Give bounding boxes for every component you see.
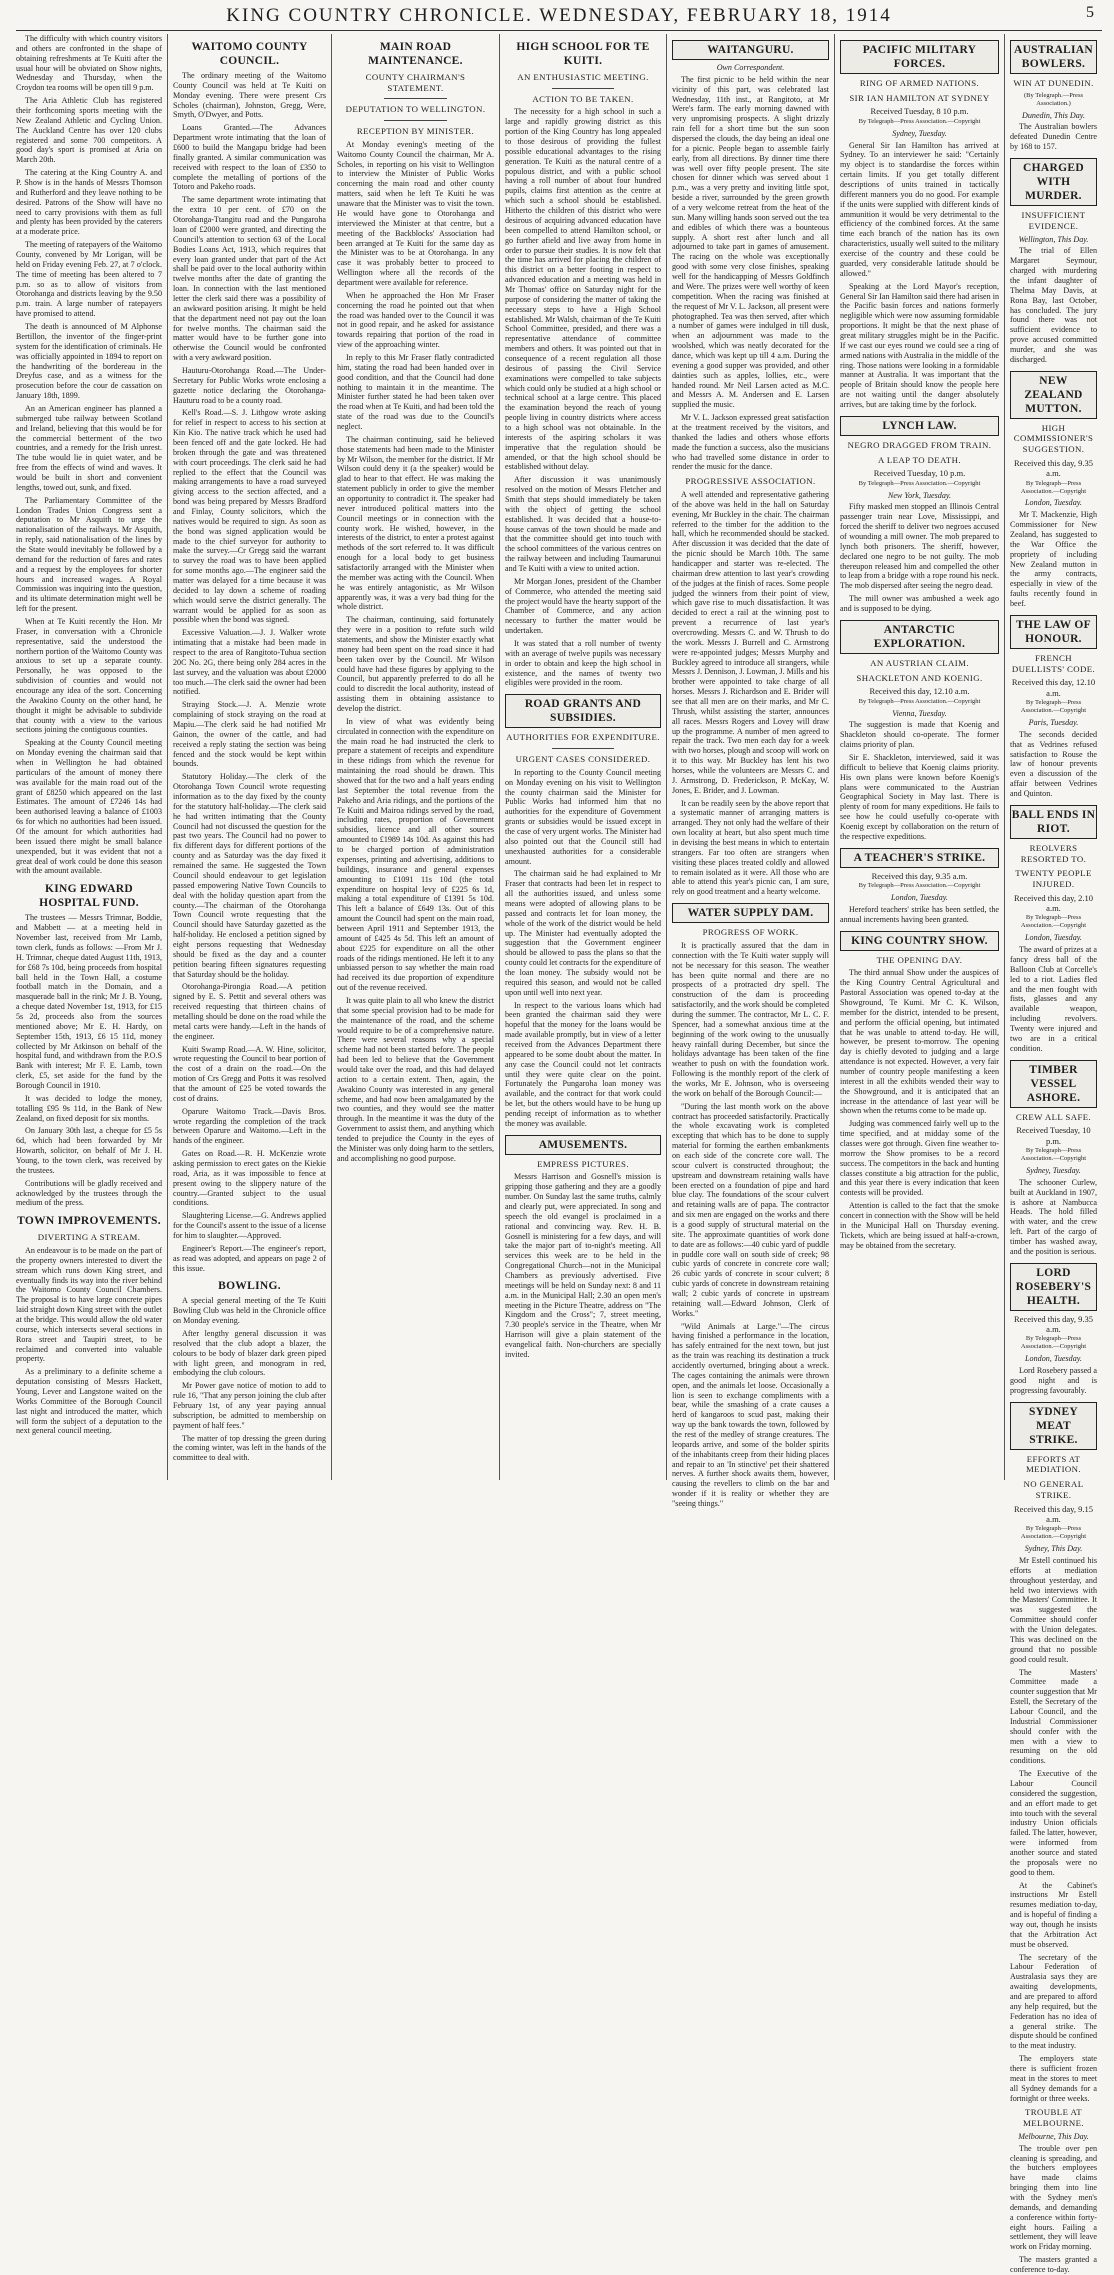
- dateline: New York, Tuesday.: [887, 490, 952, 500]
- column-1: [16, 34, 167, 1480]
- paragraph: The chairman continuing, said he believed those statements had been made to the Minister by Mr Wilson, the member for the district. If Mr Wilson could deny it (a the speaker) would be glad to hear to that effect. He was making the statement publicly in order to give the member an opportunity to contradict it. The speaker had never introduced political matters into the Council meetings or in connection with the county work. He wished, however, in the interests of the district, to enter a protest against methods of the sort referred to. It was difficult enough for a local body to get business satisfactorily arranged with the Minister when the member was acting with the Council. When he was entirely antagonistic, as Mr Wilson apparently was, it was a very bad thing for the whole district.: [337, 434, 494, 612]
- subheadline: ACTION TO BE TAKEN.: [532, 93, 634, 104]
- paragraph: Excessive Valuation.—J. J. Walker wrote intimating that a mistake had been made in respect to the area of Rangitoto-Tuhua section 20C No. 2G, there being only 284 acres in the last survey, and the valuation was about £2000 too much.—The clerk said the owner had been notified.: [173, 628, 326, 697]
- paragraph: After lengthy general discussion it was resolved that the club adopt a blazer, the colours to be body of blazer dark green piped with light green, and monogram in red, embodying the club colours.: [173, 1329, 326, 1378]
- dateline: London, Tuesday.: [891, 893, 948, 903]
- dateline: London, Tuesday.: [1025, 498, 1082, 508]
- paragraph: The same department wrote intimating that the extra 10 per cent. of £70 on the Otorohanga-Ttangitu road and the Pungaroha loan of £2000 were granted, and directing the Council's attention to section 63 of the Local Bodies Loans Act, 1913, which requires that every loan granted under that part of the Act shall be paid over to the local authority within twelve months after the date of granting the loan. In connection with the last mentioned letter the clerk said there was a possibility of an awkward position arising. It might be held that the department need not pay out the loan for twelve months. The chairman said the matter would have to be further gone into otherwise the Council would be confronted with a very awkward position.: [173, 195, 326, 363]
- column-3: [331, 34, 499, 1480]
- subheadline: REOLVERS RESORTED TO.: [1020, 842, 1087, 864]
- headline: LYNCH LAW.: [840, 416, 999, 436]
- received-line: Received this day, 2.10 a.m.: [1014, 892, 1093, 914]
- paragraph: It was quite plain to all who knew the district that some special provision had to be made for the maintenance of the road, and the scheme would require to be of a comprehensive nature. There were several reasons why a special scheme had not been started before. The people had been led to believe that the Government would take over the road, and this had delayed action to a certain extent. Then, again, the Awakino County was interested in any general scheme, and had now been amalgamated by the two counties, and they would see the matter through. In the meantime it was the duty of the Government to assist them, and anything which tended to prejudice the County in the eyes of the Minister was only doing harm to the settlers, and accomplishing no good purpose.: [337, 995, 494, 1163]
- dateline: Sydney, Tuesday.: [892, 128, 947, 138]
- divider: [384, 98, 447, 99]
- paragraph: It is practically assured that the dam in connection with the Te Kuiti water supply will not be necessary for this season. The weather has been quite normal and there are no prospects of a protracted dry spell. The construction of the dam is proceeding satisfactorily, and the work should be completed during the summer. The contractor, Mr L. C. F. Spencer, had a somewhat anxious time at the beginning of the work owing to the unusually heavy rainfall during December, but since the holidays advantage has been taken of the fine weather to push on with the foundation work. Following is the monthly report of the clerk of the works, Mr E. Johnson, who is overseeing the work on behalf of the Borough Council:—: [672, 940, 829, 1098]
- column-6: [834, 34, 1004, 1480]
- subheadline: INSUFFICIENT EVIDENCE.: [1021, 210, 1086, 231]
- paragraph: The matter of top dressing the green during the coming winter, was left in the hands of the committee to deal with.: [173, 1433, 326, 1463]
- paragraph: In view of what was evidently being circulated in connection with the expenditure on the main road he had instructed the clerk to prepare a statement of receipts and expenditure in these ridings from which the revenue for maintaining the road should be drawn. This showed that for the two and a half years ending last September the total revenue from the Pakeho and Aria ridings, and the portions of the Te Kuiti and Mairoa ridings served by the road, including rates, proportion of Government subsidies, licence and all other sources amounted to £1989 14s 10d. As against this had to be charged portion of administration expenses, printing and advertising, additions to buildings, insurance and general expenses amounting to £1091 11s 10d (the total expenditure on hospital levy of £225 6s 1d, making a total expenditure of £1391 5s 10d. This left a balance of £649 13s. Out of this amount the Council had spent on the main road, between April 1911 and September 1913, the amount of £425 4s 5d. This left an amount of about £225 for expenditure on all the other roads of the ridings mentioned. He left it to any unbiassed person to say whether the main road had received its due proportion of expenditure out of the revenue received.: [337, 716, 494, 993]
- paragraph: "During the last month work on the above contract has proceeded satisfactorily. Practically the whole excavating work is completed excepting that which has to be done to supply material for forming the earthen embankments on each side of the concrete core wall. The scour culvert is constructed throughout; the upstream and downstream retaining walls have been erected on a foundation of pipe and hard blue clay. The foundations of the scour culvert and retaining walls are of papa. The contractor and six men are engaged on the works and there is a good supply of structural material on the site. The approximate quantities of work done to date are as follows:—40 cubic yard of puddle in puddle core wall on south side of creek; 98 cubic yards of concrete in concrete core wall; 26 cubic yards of concrete in scour culvert; 8 cubic yards of concrete in downstream retaining wall; 2 cubic yards of concrete in upstream retaining wall.—Edward Johnson, Clerk of Works.": [672, 1101, 829, 1318]
- paragraph: Statutory Holiday.—The clerk of the Otorohanga Town Council wrote requesting information as to the day fixed by the county for the statutory half-holiday.—The clerk said he had written intimating that the County Council had not discussed the question for the past two years. The Council had no power to fix different days for different portions of the county and as Saturday was the day fixed it remained the same. He suggested the Town Council should endeavour to get legislation passed empowering Native Town Councils to deal with the holiday question apart from the county.—The chairman of the Otorohanga Town Council wrote requesting that the Council should have Saturday gazetted as the half-holiday. He enclosed a petition signed by eight persons requesting that Wednesday should be fixed as the day and a counter petition bearing fifteen signatures requesting that Saturday should be the holiday.: [173, 772, 326, 979]
- subheadline: TWENTY PEOPLE INJURED.: [1015, 868, 1092, 889]
- paragraph: The trustees — Messrs Trimnar, Boddie, and Mabbett — at a meeting held in November last, received from Mr Lamb, town clerk, funds as follows: —From Mr J. H. Trimnar, cheque dated August 11th, 1913, for £68 7s 10d, being proceeds from hospital ball held in the Town Hall, a costume football match in the Domain, and a masquerade ball in the rink; Mr J. B. Young, a cheque dated November 1st, 1913, for £15 5s 2d, proceeds also from the sources mentioned above; Mr E. H. Hardy, on September 15th, 1913, £6 15 11d, money collected by Mr Atkinson on behalf of the hospital fund, and withdrawn from the P.O.S Bank with interest; Mr F. E. Lamb, town clerk, £5, set aside for the fund by the Borough Council in 1910.: [16, 913, 162, 1090]
- subheadline: WIN AT DUNEDIN.: [1013, 78, 1094, 89]
- headline: AMUSEMENTS.: [505, 1135, 661, 1155]
- divider: [384, 120, 447, 121]
- received-line: Received Tuesday, 10 p.m.: [873, 468, 966, 479]
- received-line: Received this day, 9.35 a.m.: [871, 870, 968, 881]
- paragraph: The meeting of ratepayers of the Waitomo County, convened by Mr Lorigan, will be held on Friday evening Feb. 27, at 7 o'clock. The time of meeting has been altered to 7 p.m. so as to allow of visitors from Otorohanga and districts leaving by the 9.50 p.m. train. A large number of ratepayers have promised to attend.: [16, 240, 162, 319]
- subheadline: AN ENTHUSIASTIC MEETING.: [517, 72, 649, 83]
- paragraph: "Wild Animals at Large."—The circus having finished a performance in the location, has safely entrained for the next town, but just as the train was reaching its destination a truck accidently overturned, bringing about a wreck. The cages containing the animals were thrown open, and the animals let loose. Occasionally a lion is seen to exchange compliments with a bear, while the smashing of a crate causes a herd of kangaroos to scud past, making their way up the bank towards the town, followed by the rest of the medley of strange creatures. The leopards arrive, and some of the bolder spirits of the inhabitants creep from their hiding places and repair to an 'In stinctive' pet their shattered nerves. A further shock awaits them, however, causing the revellers to climb on the bar and wonder if it is reality or whether they are "seeing things.": [672, 1321, 829, 1509]
- masthead: [16, 0, 1102, 31]
- paragraph: The necessity for a high school in such a large and rapidly growing district as this portion of the King Country has long appealed to those desirous of providing the fullest possible educational advantages to the rising generation. Te Kuiti as the natural centre of a populous district, and with a public school having a roll number of about four hundred pupils, claims first attention as the centre at which such a school should be established. Hitherto the children of this district who were desirous of acquiring advanced education have been compelled to attend Hamilton school, or go further afield and live away from home in order to pursue their studies. It is now felt that the time has arrived for placing the children of this district on a better footing in respect to advanced education and a meeting was held in Mr Thomas' office on Saturday night for the purpose of considering the matter of taking the necessary steps to have a High School established. Mr Walsh, chairman of the Te Kuiti School Committee, presided, and there was a representative attendance of committee members and others. It was pointed out that in consequence of a recent regulation all those desirous of passing the Civil Service examinations were compelled to take subjects which could only be studied at a high school or technical school at a large centre. This placed the examination beyond the reach of young people living in country districts where access to a high school was not obtainable. In the interests of the aspiring scholars it was imperative that the regulation should be amended, or that the high school should be established without delay.: [505, 107, 661, 472]
- received-line: Received this day, 12.10 a.m.: [869, 686, 970, 697]
- paragraph: The third annual Show under the auspices of the King Country Central Agricultural and Pastoral Association was opened to-day at the Showground, Te Kumi. Mr C. K. Wilson, member for the district, intended to be present, and perform the official opening, but intimated that he was unable to attend to-day. He will, however, be present to-morrow. The opening day is chiefly devoted to judging and a large attendance is not expected. However, a very fair number of country people manifesting a keen interest in all the exhibits wended their way to the Showground, and it is anticipated that an increase in the attendance of last year will be shown when the returns come to be made up.: [840, 968, 999, 1116]
- headline: WAITANGURU.: [672, 40, 829, 60]
- headline: PACIFIC MILITARY FORCES.: [840, 40, 999, 74]
- paragraph: The death is announced of M Alphonse Bertillon, the inventor of the finger-print system for the identification of criminals. He was officially appointed in 1894 to report on the handwriting of the bordereau in the Dreyfus case, and as a witness for the prosecution before the cour de cassation on January 18th, 1899.: [16, 322, 162, 401]
- headline: A TEACHER'S STRIKE.: [840, 848, 999, 868]
- column-2: [167, 34, 331, 1480]
- paragraph: The chairman said he had explained to Mr Fraser that contracts had been let in respect to all the authorities issued, and unless some means were adopted of allowing plans to be passed and contracts let for loan money, the whole of the work of the district would be held up. The Minister had eventually adopted the suggestion that the Government engineer should be allowed to pass the plans so that the county could let contracts for the expenditure of the loan money. The subsidy would not be required this season, and would not be called upon until well into next year.: [505, 869, 661, 997]
- paragraph: Speaking at the County Council meeting on Monday evening the chairman said that when in Wellington he had obtained particulars of the amount of money there was available for the main road out of the grant of £8250 which appeared on the last Estimates. The amount of £7246 14s had been authorised leaving a balance of £1003 6s for which no authorities had been issued. Of the amount for which authorities had been issued there might be small balance unexpended, but it was evident that not a great deal of work could be done this season with the amount available.: [16, 738, 162, 876]
- dateline: Paris, Tuesday.: [1028, 717, 1079, 727]
- headline: ROAD GRANTS AND SUBSIDIES.: [505, 694, 661, 728]
- headline: WAITOMO COUNTY COUNCIL.: [191, 41, 308, 68]
- subheadline: EMPRESS PICTURES.: [537, 1158, 629, 1169]
- subheadline: AN AUSTRIAN CLAIM.: [870, 657, 969, 668]
- paragraph: The schooner Curlew, built at Auckland in 1907, is ashore at Nambucca Heads. The hold filled with water, and the crew left. Part of the cargo of timber has washed away, and the position is serious.: [1010, 1177, 1097, 1256]
- paragraph: Loans Granted.—The Advances Department wrote intimating that the loan of £600 to build the Mangapu bridge had been finally granted. A similar communication was received with respect to the loan of £350 to complete the metalling of portions of the Totoro and Pakeho roads.: [173, 123, 326, 192]
- wire-credit: By Telegraph—Press Association.—Copyright: [1020, 1335, 1087, 1351]
- paragraph: The mill owner was ambushed a week ago and is supposed to be dying.: [840, 594, 999, 613]
- dateline: Melbourne, This Day.: [1018, 2131, 1089, 2141]
- paragraph: The seconds decided that as Vedrines refused satisfaction to Rouse the law of honour prevents even a discussion of the affair between Vedrines and Quinton.: [1010, 729, 1097, 798]
- subheadline: AUTHORITIES FOR EXPENDITURE.: [506, 732, 660, 743]
- subheadline: NEGRO DRAGGED FROM TRAIN.: [847, 439, 992, 450]
- received-line: Received this day, 9.35 a.m.: [1014, 457, 1093, 479]
- paragraph: It was decided to lodge the money, totalling £95 9s 11d, in the Bank of New Zealand, on fixed deposit for six months.: [16, 1093, 162, 1123]
- headline: NEW ZEALAND MUTTON.: [1010, 371, 1097, 419]
- paragraph: The trial of Ellen Margaret Seymour, charged with murdering the infant daughter of Thelma May Davis, at Rona Bay, last October, has concluded. The jury found there was not sufficient evidence to prove accused committed murder, and she was discharged.: [1010, 246, 1097, 364]
- subheadline: CREW ALL SAFE.: [1015, 1111, 1092, 1122]
- headline: LORD ROSEBERY'S HEALTH.: [1010, 1263, 1097, 1311]
- paragraph: Engineer's Report.—The engineer's report, as read was adopted, and appears on page 2 of this issue.: [173, 1243, 326, 1273]
- wire-credit: By Telegraph—Press Association.—Copyright: [858, 882, 981, 890]
- paragraph: At Monday evening's meeting of the Waitomo County Council the chairman, Mr A. Scholes, in reporting on his visit to Wellington to interview the Minister of Public Works concerning the main road and other county matters, said when he left Te Kuiti he was unaware that the Minister was to visit the town. He would have gone to Otorohanga and interviewed the Minister at that centre, but a meeting of the Backblocks' Association had been arranged at Te Kuiti for the same day as the Minister was to be at Otorohanga. In any case it was probably better to proceed to Wellington where all the records of the department were available for reference.: [337, 139, 494, 287]
- paragraph: The secretary of the Labour Federation of Australasia says they are awaiting developments, and are prepared to afford any help required, but the Federation has no idea of a general strike. The dispute should be confined to the meat industry.: [1010, 1952, 1097, 2051]
- paragraph: Judging was commenced fairly well up to the time specified, and at midday some of the classes were got through. Given fine weather to-morrow the Show promises to be a record success. The competitors in the back and hunting classes constitute a big attraction for the public, and this year there is every indication that keen contests will be provided.: [840, 1119, 999, 1198]
- paragraph: When at Te Kuiti recently the Hon. Mr Fraser, in conversation with a Chronicle representative, said the understood the northern portion of the Waitomo County was anxious to set up a separate county. Personally, he was opposed to the subdivision of counties and would not encourage any idea of the sort. Concerning the Awakino County on the other hand, he thought it might be advisable to subdivide that county with a view to the various sections joining the contiguous counties.: [16, 616, 162, 735]
- paragraph: In reply to this Mr Fraser flatly contradicted him, stating the road had been handed over in good condition, and that the Council had done nothing to maintain it in the meantime. The Minister further stated he had been taken over the road when at Te Kuiti, and had been told the state of the road was due to the Council's neglect.: [337, 352, 494, 431]
- subheadline: PROGRESS OF WORK.: [702, 927, 799, 938]
- wire-credit: By Telegraph—Press Association.—Copyright: [858, 479, 981, 487]
- paragraph: On January 30th last, a cheque for £5 5s 6d, which had been forwarded by Mr Howarth, solicitor, on behalf of Mr J. H. Young, to the town clerk, was received by the trustees.: [16, 1126, 162, 1175]
- paragraph: Speaking at the Lord Mayor's reception, General Sir Ian Hamilton said there had arisen in the Pacific basin forces and nations formerly negligible which were now assuming formidable proportions. It might be that the next phase of great military struggles might be in the Pacific. If we cast our eyes round we could see a ring of armed nations with Australia in the middle of the ring. Those nations were looking in a formidable manner at Australia. It was important that the people of Britain should know the people here are not waiting until the danger absolutely arrives, but are taking time by the forlock.: [840, 281, 999, 409]
- column-7: [1004, 34, 1102, 2275]
- paragraph: The masters granted a conference to-day.: [1010, 2255, 1097, 2275]
- paragraph: The Australian bowlers defeated Dunedin Centre by 168 to 157.: [1010, 122, 1097, 152]
- subheadline: DEPUTATION TO WELLINGTON.: [345, 104, 486, 115]
- divider: [552, 88, 614, 89]
- wire-credit: By Telegraph—Press Association.—Copyright: [1020, 1525, 1087, 1541]
- paragraph: The catering at the King Country A. and P. Show is in the hands of Messrs Thomson and Rutherford and they leave nothing to be desired. Patrons of the Show will have no need to carry provisions with them as full and plenty has been provided by the caterers at a moderate price.: [16, 168, 162, 237]
- paragraph: The chairman, continuing, said fortunately they were in a position to refute such wild statements, and show the Minister exactly what money had been spent on the road since it had been taken over by the Council. Mr Wilson could have had these figures by applying to the Council, but apparently preferred to do all he could to discredit the local authority, instead of assisting them in obtaining assistance to develop the district.: [337, 615, 494, 714]
- received-line: Received this day, 9.35 a.m.: [1014, 1313, 1093, 1335]
- paragraph: Messrs Harrison and Gosnell's mission is gripping those gathering and they are a goodly number. On Sunday last the same truths, calmly and clearly put, were appreciated. In song and speech the old evangel is proclaimed in a rational and convincing way. Rev. H. B. Gosnell is ministering for a few days, and will take the major part of to-night's meeting. All services this week are to be held in the Congregational Church—not in the Municipal Chambers as previously advertised. Five meetings will be held on Sunday next: 8 and 11 a.m. in the Municipal Hall; 2.30 an open men's meeting in the Picture Theatre, address on "The Kingdom and the Cross"; 7, street meeting, 7.30 people's service in the Theatre, when Mr Harrison will give a plain statement of the evangelical faith. Non-churchers are specially invited.: [505, 1172, 661, 1359]
- paragraph: Contributions will be gladly received and acknowledged by the trustees through the medium of the press.: [16, 1178, 162, 1208]
- headline: TIMBER VESSEL ASHORE.: [1010, 1060, 1097, 1108]
- subheadline: COUNTY CHAIRMAN'S STATEMENT.: [365, 72, 466, 93]
- paragraph: The Executive of the Labour Council considered the suggestion, and an effort made to get into touch with the several industry Union officials failed. The latter, however, were informed from another source and stated the proposals were no good to them.: [1010, 1769, 1097, 1877]
- paragraph: The first picnic to be held within the near vicinity of this part, was celebrated last Wednesday, 11th inst., at Rangitoto, at Mr Were's farm. The early morning dawned with very unpromising prospects. A slight drizzly rain fell for a short time but the sun soon dispersed the clouds, the day being an ideal one for a picnic. People began to assemble fairly early, from all directions. By dinner time there was well over fifty people present. The site chosen for dinner which was served about 1 p.m., was a very pretty and inviting little spot, beside a river, surrounded by the green growth of a very welcome retreat from the heat of the sun. Many willing hands soon served out the tea and edibles of which there was a bounteous supply. A short rest after lunch and all adjourned to take part in games of amusement. The racing on the whole was exceptionally good with some very close finishes, speaking well for the handicapping of Messrs Goldfinch and Were. The prizes were well worthy of keen competition. When the racing was finished at the request of Mr V. L. Jackson, all present were photographed. Tea was then served, after which a number of games were indulged in till dusk, when an adjournment was made to the woolshed, which was neatly decorated for the dance, which was kept up till 4 a.m. During the evening a good supper was provided, and other dainties such as apples, lollies, etc., were handed round. Mr Neil Larsen acted as M.C. and Messrs A. M. Andersen and E. Larsen supplied the music.: [672, 74, 829, 410]
- received-line: Received Tuesday, 10 p.m.: [1016, 1125, 1091, 1146]
- dateline: London, Tuesday.: [1025, 933, 1082, 943]
- dateline: Wellington, This Day.: [1018, 234, 1089, 244]
- headline: TOWN IMPROVEMENTS.: [17, 1215, 161, 1228]
- wire-credit: (By Telegraph.—Press Association.): [1024, 91, 1083, 107]
- headline: WATER SUPPLY DAM.: [672, 903, 829, 923]
- dateline: Sydney, Tuesday.: [1026, 1165, 1081, 1175]
- headline: MAIN ROAD MAINTENANCE.: [368, 41, 463, 68]
- paragraph: Lord Rosebery passed a good night and is progressing favourably.: [1010, 1366, 1097, 1395]
- wire-credit: By Telegraph—Press Association.—Copyright: [858, 117, 981, 125]
- paragraph: The award of prizes at a fancy dress ball of the Balloon Club at Corcelle's led to a riot. Ladies fled and the men fought with fists, glasses and any available weapon, including revolvers. Twenty were injured and two are in a critical condition.: [1010, 945, 1097, 1053]
- paragraph: An endeavour is to be made on the part of the property owners interested to divert the stream which runs down King street, and eventually finds its way into the river behind the Waitomo County Council Chambers. The proposal is to have large concrete pipes laid straight down King street with the outlet at the bridge. This would allow the old water course, which intersects several sections in Rora street and Taupiri street, to be reclaimed and converted into valuable property.: [16, 1246, 162, 1364]
- headline: KING COUNTRY SHOW.: [840, 931, 999, 951]
- subheadline: TROUBLE AT MELBOURNE.: [1023, 2107, 1084, 2129]
- headline: KING EDWARD HOSPITAL FUND.: [39, 883, 139, 910]
- paragraph: Mr V. L. Jackson expressed great satisfaction at the treatment received by the visitors, and thanked the ladies and others whose efforts made the function a success, also the musicians who had travelled some distance in order to render the music for the dance.: [672, 413, 829, 472]
- paragraph: Gates on Road.—R. H. McKenzie wrote asking permission to erect gates on the Kiekie road, Aria, as it was impossible to fence at present owing to the slippery nature of the country.—Granted subject to the usual conditions.: [173, 1149, 326, 1208]
- paragraph: A well attended and representative gathering of the above was held in the hall on Saturday evening, Mr Buckley in the chair. The chairman referred to the timber for the addition to the hall, which he recommended should be stacked. After discussion it was decided that the date of the picnic should be March 10th. The same handicapper and starter was re-elected. The chairman drew attention to last year's crowding of the judges at the finish of races. Some people judged the winners from their point of view, which gave rise to much dissatisfaction. It was decided to erect a rail at the winning post to prevent a recurrence of last year's overcrowding. Messrs C. and W. Thrush to do the work. Messrs J. Burrell and C. Armstrong were re-appointed judges; Messrs Murphy and Buckley agreed to introduce all strangers, while Messrs J. Dennison, J. Lowman, J. Mills and his brother were appointed to take charge of all horses. Messrs J. Richardson and E. Brider will see that all men are on their marks, and Mr C. Thrush, whilst assisting the starter, announces all races. Messrs Rogers and Lovey will draw up the programme. A number of men agreed to repair the track. Two men each day for a week with two horses, plough and scoop will work on it to this way. Mr Buckley has lent his two horses, while the volunteers are Messrs C. and J. Armstrong, D. Frederickson, P. McKay, W. Jones, E. Brider, and J. Lowman.: [672, 489, 829, 795]
- paragraph: A special general meeting of the Te Kuiti Bowling Club was held in the Chronicle office on Monday evening.: [173, 1296, 326, 1326]
- subheadline: EFFORTS AT MEDIATION.: [1025, 1453, 1082, 1475]
- paragraph: Mr T. Mackenzie, High Commissioner for New Zealand, has suggested to the War Office the propriety of including New Zealand mutton in the army contracts, especially in view of the faults recently found in beef.: [1010, 510, 1097, 609]
- paragraph: The difficulty with which country visitors and others are confronted in the shape of obtaining refreshments at Te Kuiti after the usual hour will be obviated on Show nights, Wednesday and Thursday, when the Croydon tea rooms will be open till 9 p.m.: [16, 34, 162, 93]
- subheadline: SIR IAN HAMILTON AT SYDNEY: [849, 92, 990, 103]
- paragraph: Sir E. Shackleton, interviewed, said it was difficult to believe that Koenig claims priority. His own plans were known before Koenig's plans were communicated to the Austrian Geographical Society in May last. There is plenty of room for many expeditions. He fails to see how he could usefully co-operate with Koenig except by collaboration on the return of the respective expeditions.: [840, 753, 999, 841]
- paragraph: It can be readily seen by the above report that a systematic manner of arranging matters is arranged. They not only had the welfare of their own locality at heart, but also spent much time in devising the best means in which to entertain strangers. Far too often are strangers when visiting these places treated coldly and allowed to remain isolated as it were. All those who are able to attend this year's picnic can, I am sure, rely on good treatment and a hearty welcome.: [672, 798, 829, 897]
- paragraph: The trouble over pen cleaning is spreading, and the butchers employees have made claims bringing them into line with the Sydney men's demands, and demanding a conference within forty-eight hours. Failing a settlement, they will leave work on Friday morning.: [1010, 2143, 1097, 2252]
- paragraph: The Masters' Committee made a counter suggestion that Mr Estell, the Secretary of the Labour Council, and the Industrial Commissioner should confer with the men with a view to resuming on the old conditions.: [1010, 1667, 1097, 1766]
- subheadline: RECEPTION BY MINISTER.: [356, 126, 475, 137]
- paragraph: The employers state there is sufficient frozen meat in the stores to meet all Sydney demands for a fortnight or three weeks.: [1010, 2054, 1097, 2103]
- paragraph: In reporting to the County Council meeting on Monday evening on his visit to Wellington the county chairman said the Minister for Public Works had informed him that no authorities for the expenditure of Government grants or subsidies would be issued except in the case of very urgent works. The Minister had also pointed out that the Council still had unexhausted authorities for a considerable amount.: [505, 767, 661, 866]
- paragraph: The Aria Athletic Club has registered their forthcoming sports meeting with the New Zealand Athletic and Cycling Union. The Auckland Centre has over 120 clubs registered and some 700 competitors. A good day's sport is promised at Aria on March 20th.: [16, 96, 162, 165]
- paragraph: General Sir Ian Hamilton has arrived at Sydney. To an interviewer he said: "Certainly my object is to standardise the forces within certain limits. If you get totally different descriptions of units trained in tactically different manners you do no good. For example if the units were supplied with different kinds of ammunition it would be very detrimental to the efficiency of the combined forces. At the same time each branch of the nation has its own characteristics, usually well suited to the military exercise of the country and these could be guarded, very considerable latitude should be allowed.": [840, 140, 999, 278]
- wire-credit: By Telegraph—Press Association.—Copyright: [1020, 1147, 1087, 1162]
- paragraph: When he approached the Hon Mr Fraser concerning the road he pointed out that when the road was handed over to the Council it was not in good repair, and he asked for assistance towards repairing that portion of the road in view of the approaching winter.: [337, 290, 494, 350]
- page-number: 5: [1086, 4, 1094, 21]
- subheadline: PROGRESSIVE ASSOCIATION.: [685, 476, 816, 487]
- subheadline: SHACKLETON AND KOENIG.: [856, 672, 983, 683]
- paragraph: Mr Estell continued his efforts at mediation throughout yesterday, and held two interviews with the Masters' Committee. It was suggested the Committee should confer with the Union delegates. This was declined on the ground that no possible good could result.: [1010, 1556, 1097, 1664]
- received-line: Received this day, 12.10 a.m.: [1011, 677, 1096, 698]
- paragraph: Mr Morgan Jones, president of the Chamber of Commerce, who attended the meeting said the project would have the hearty support of the Chamber of Commerce, and any action necessary to further the matter would be undertaken.: [505, 576, 661, 636]
- headline: BALL ENDS IN RIOT.: [1010, 805, 1097, 839]
- dateline: Sydney, This Day.: [1024, 1544, 1083, 1554]
- subheadline: URGENT CASES CONSIDERED.: [515, 754, 651, 765]
- paragraph: Straying Stock.—J. A. Menzie wrote complaining of stock straying on the road at Mapiu.—The clerk said he had notified Mr Gainon, the owner of the cattle, and had received a reply stating the section was being fenced and the stock would be kept within bounds.: [173, 700, 326, 769]
- paragraph: It was stated that a roll number of twenty with an average of twelve pupils was necessary in order to obtain and keep the high school in existence, and the names of twenty two eligibles were provided in the room.: [505, 639, 661, 688]
- paragraph: An an American engineer has planned a submerged tube railway between Scotland and Ireland, believing that this would be for the commercial betterment of the two countries, and a remedy for the Irish unrest. The tube would lie in quiet water, and be free from the effects of wind and waves. It would be built in short and convenient lengths, towed out, sunk, and fixed.: [16, 403, 162, 492]
- wire-credit: By Telegraph—Press Association.—Copyright: [1020, 914, 1087, 930]
- paragraph: After discussion it was unanimously resolved on the motion of Messrs Fletcher and Smith that steps should immediately be taken with the object of getting the school established. It was decided that a house-to-house canvas of the town should be made and that the committee should get into touch with the school committees of the various centres on the railway between and including Taumarunui and Te Kuiti with a view to united action.: [505, 475, 661, 573]
- columns: [16, 34, 1102, 2275]
- paragraph: Otorohanga-Pirongia Road.—A petition signed by E. S. Pettit and several others was received requesting that thirteen chains of metalling should be done on the road while the metal carts were handy.—Left in the hands of the engineer.: [173, 982, 326, 1041]
- headline: ANTARCTIC EXPLORATION.: [840, 620, 999, 654]
- paragraph: The ordinary meeting of the Waitomo County Council was held at Te Kuiti on Monday evening. There were present Crs Scholes (chairman), Johnston, Gregg, Were, Smyth, O'Dwyer, and Potts.: [173, 71, 326, 120]
- dateline: London, Tuesday.: [1025, 1354, 1082, 1364]
- paragraph: At the Cabinet's instructions Mr Estell resumes mediation to-day, and is hopeful of finding a way out, though he insists that the Arbitration Act must be observed.: [1010, 1880, 1097, 1949]
- subheadline: DIVERTING A STREAM.: [37, 1232, 141, 1243]
- paragraph: Hauturu-Otorohanga Road.—The Under-Secretary for Public Works wrote enclosing a gazette notice declaring the Otorohanga-Hauturu road to be a county road.: [173, 365, 326, 405]
- received-line: Received Tuesday, 8 10 p.m.: [870, 106, 969, 117]
- dateline: Dunedin, This Day.: [1022, 110, 1085, 120]
- wire-credit: By Telegraph—Press Association.—Copyright: [1020, 479, 1087, 495]
- paragraph: The suggestion is made that Koenig and Shackleton should co-operate. The former claims priority of plan.: [840, 720, 999, 750]
- received-line: Received this day, 9.15 a.m.: [1014, 1503, 1093, 1524]
- headline: CHARGED WITH MURDER.: [1010, 158, 1097, 206]
- paragraph: Mr Power gave notice of motion to add to rule 16, "That any person joining the club after February 1st, of any year paying annual subscription, be admitted to membership on payment of half fees.": [173, 1381, 326, 1430]
- paragraph: As a preliminary to a definite scheme a deputation consisting of Messrs Hackett, Young, Lever and Langstone waited on the Works Committee of the Borough Council last night and introduced the matter, which will form the subject of a deputation to the next general council meeting.: [16, 1367, 162, 1436]
- subheadline: FRENCH DUELLISTS' CODE.: [1011, 652, 1096, 674]
- divider: [552, 748, 614, 749]
- subheadline: NO GENERAL STRIKE.: [1023, 1479, 1084, 1500]
- paragraph: Kuiti Swamp Road.—A. W. Hine, solicitor, wrote requesting the Council to bear portion of the cost of a drain on the road.—On the motion of Crs Gregg and Potts it was resolved that the amount of £25 be voted towards the cost of drains.: [173, 1044, 326, 1103]
- paragraph: The Parliamentary Committee of the London Trades Union Congress sent a deputation to Mr Asquith to urge the nationalisation of the railways. Mr Asquith, in reply, said nationalisation of the lines by the State would inevitably be followed by a demand for the reduction of fares and rates and a request by the employees for shorter hours and increased wages. A Royal Commission was inquiring into the question, and its ultimate determination might well be left for the present.: [16, 495, 162, 614]
- paragraph: Slaughtering License.—G. Andrews applied for the Council's assent to the issue of a license for him to slaughter.—Approved.: [173, 1211, 326, 1240]
- paragraph: Oparure Waitomo Track.—Davis Bros. wrote regarding the completion of the track between Oparure and Waitomo.—Left in the hands of the engineer.: [173, 1106, 326, 1146]
- subheadline: A LEAP TO DEATH.: [878, 454, 961, 465]
- paragraph: Kell's Road.—S. J. Lithgow wrote asking for relief in respect to access to his section at Kin Kio. The native track which he used had been fenced off and the gate locked. He had broken through the gate and was threatened with court proceedings. The clerk said he had replied to the effect that the Council was making arrangements to have a road surveyed giving access to the section affected, and a bond was being prepared by Messrs Bradford and Finlay, County solicitors, which the natives would be required to sign. As soon as the bond was signed application would be made to the chief surveyor for authority to make the survey.—Cr Gregg said the warrant to survey the road was to have been applied for some months ago.—The engineer said the matter was delayed for a time because it was decided to lay down a scheme of roading which would serve the district generally. The warrant would be applied for as soon as possible when the bond was signed.: [173, 408, 326, 625]
- subheadline: THE OPENING DAY.: [876, 954, 963, 965]
- paragraph: Hereford teachers' strike has been settled, the annual increments having been granted.: [840, 904, 999, 924]
- paragraph: In respect to the various loans which had been granted the chairman said they were hopeful that the money for the loans would be made available promptly, but in view of a letter received from the Advances Department there appeared to be some doubt about the matter. In any case the Council could not let contracts until they were quite clear on the point. Fortunately the Pungaroha loan money was available, and the contract for that work could be let, but the others would have to be hung up pending receipt of information as to whether the money was available.: [505, 1000, 661, 1128]
- headline: AUSTRALIAN BOWLERS.: [1010, 40, 1097, 74]
- headline: THE LAW OF HONOUR.: [1010, 615, 1097, 649]
- headline: HIGH SCHOOL FOR TE KUITI.: [516, 41, 650, 68]
- column-4: [499, 34, 666, 1480]
- wire-credit: By Telegraph—Press Association.—Copyright: [858, 697, 981, 705]
- subheadline: RING OF ARMED NATIONS.: [859, 78, 980, 89]
- paragraph: Fifty masked men stopped an Illinois Central passenger train near Love, Mississippi, and forced the sheriff to deliver two negroes accused of wounding a mill owner. The mob prepared to lynch both prisoners. The sheriff, however, declared one negro to be not guilty. The mob thereupon released him and compelled the other to leap from a bridge with a rope round his neck. The mob dispersed after seeing the negro dead.: [840, 502, 999, 591]
- paragraph: Attention is called to the fact that the smoke concert in connection with the Show will be held in the Municipal Hall on Thursday evening. Tickets, which are being issued at half-a-crown, may be obtained from the secretary.: [840, 1201, 999, 1250]
- headline: BOWLING.: [218, 1280, 281, 1293]
- subheadline: HIGH COMMISSIONER'S SUGGESTION.: [1013, 422, 1094, 455]
- wire-credit: By Telegraph—Press Association.—Copyright: [1020, 699, 1087, 715]
- dateline: Vienna, Tuesday.: [892, 708, 947, 718]
- newspaper-title: KING COUNTRY CHRONICLE. WEDNESDAY, FEBRUARY 18, 1914: [226, 5, 892, 26]
- headline: SYDNEY MEAT STRIKE.: [1010, 1402, 1097, 1450]
- column-5: [666, 34, 834, 1509]
- byline: Own Correspondent.: [716, 63, 785, 73]
